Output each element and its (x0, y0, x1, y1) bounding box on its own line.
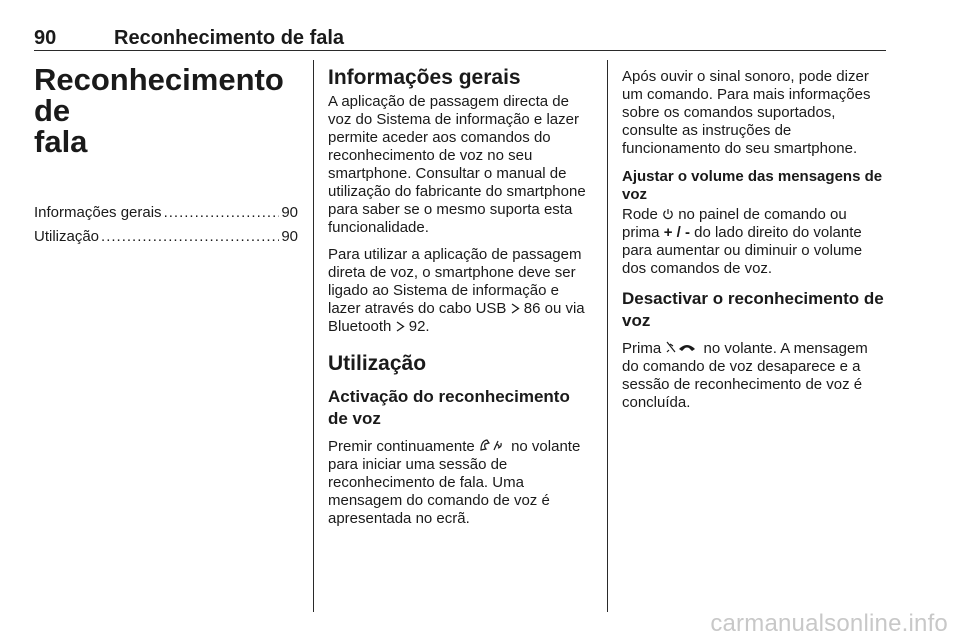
right-column (622, 62, 888, 612)
section-heading-info: Informações gerais (328, 66, 521, 89)
arrow-ref-icon (396, 321, 405, 332)
middle-column (328, 62, 590, 612)
column-divider (313, 60, 314, 612)
chapter-title-line: fala (34, 124, 88, 159)
chapter-title-line: Reconhecimento de (34, 62, 284, 128)
paragraph (328, 246, 590, 336)
text-run: Premir continuamente (328, 438, 479, 455)
volume-keys: + / - (663, 224, 690, 241)
toc-entry-label: Informações gerais (34, 204, 162, 221)
page-ref-link[interactable]: 92 (408, 318, 426, 335)
text-run: Rode (622, 206, 663, 223)
text-run: do lado direito do volante para aumentar ou diminuir o volume dos comandos de voz. (622, 224, 863, 277)
text-run: . (425, 318, 430, 335)
text-run: no volante para iniciar uma sessão de reconhecimento de fala. Uma mensagem do comando de voz é apresentada no ecrã. (328, 438, 581, 527)
toc-leader-dots (164, 201, 280, 225)
paragraph: Após ouvir o sinal sonoro, pode dizer um comando. Para mais informações sobre os comandos suportados, consulte as instruções de funcionamento do seu smartphone. (622, 68, 871, 157)
section-heading-use: Utilização (328, 352, 427, 375)
arrow-ref-icon (511, 303, 520, 314)
subsection-heading: Activação do reconhecimento de voz (328, 387, 570, 428)
toc-entry-page: 90 (281, 204, 298, 221)
power-knob-icon (662, 208, 674, 220)
text-run: Prima (622, 340, 666, 357)
table-of-contents (34, 201, 298, 249)
hang-up-mute-icon (665, 340, 699, 354)
paragraph (328, 438, 590, 528)
toc-entry-page: 90 (281, 228, 298, 245)
page-ref-link[interactable]: 86 (523, 300, 541, 317)
text-run: no volante. A mensagem do comando de voz desaparece e a sessão de reconhecimento de voz é concluída. (622, 340, 868, 411)
subsection-heading: Desactivar o reconhecimento de voz (622, 289, 884, 330)
chapter-title (34, 64, 298, 157)
text-run: no painel de comando ou prima (622, 206, 847, 241)
paragraph (622, 340, 888, 412)
page-header (34, 26, 886, 51)
left-column (34, 62, 298, 612)
paragraph (622, 206, 888, 278)
text-run: ou via Bluetooth (328, 300, 585, 335)
text-run: Para utilizar a aplicação de passagem direta de voz, o smartphone deve ser ligado ao Sistema de informação e lazer através do cabo USB (328, 246, 582, 317)
voice-control-icon (479, 438, 507, 452)
toc-entry[interactable] (34, 201, 298, 225)
subsection-heading: Ajustar o volume das mensagens de voz (622, 168, 883, 203)
running-title: Reconhecimento de fala (114, 27, 345, 49)
column-divider (607, 60, 608, 612)
toc-leader-dots (101, 225, 279, 249)
paragraph: A aplicação de passagem directa de voz do Sistema de informação e lazer permite aceder aos comandos do reconhecimento de voz no seu smartphone. Consultar o manual de utilização do fabricante do smartphone para saber se o mesmo suporta esta funcionalidade. (328, 93, 586, 236)
page-number: 90 (34, 27, 57, 49)
toc-entry[interactable] (34, 225, 298, 249)
watermark: carmanualsonline.info (710, 610, 948, 637)
toc-entry-label: Utilização (34, 228, 100, 245)
